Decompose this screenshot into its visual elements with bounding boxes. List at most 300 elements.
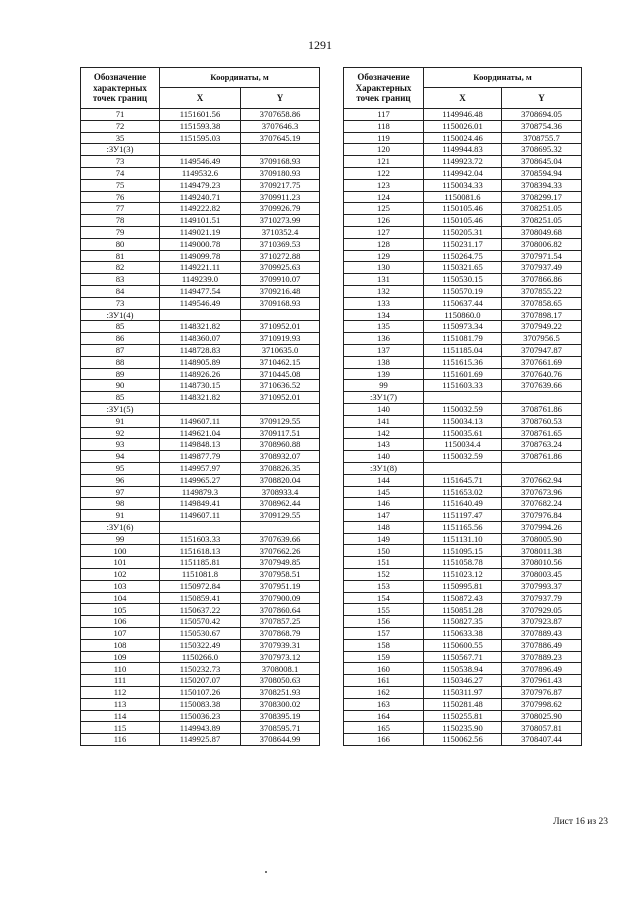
y-cell: 3707662.94 [502, 474, 582, 486]
table-row [81, 274, 320, 286]
point-cell: 116 [81, 734, 160, 746]
point-cell: 159 [344, 651, 424, 663]
table-row [81, 592, 320, 604]
point-cell: 165 [344, 722, 424, 734]
y-cell: 3708005.90 [502, 533, 582, 545]
table-row [344, 368, 582, 380]
y-cell: 3708960.88 [241, 439, 320, 451]
y-cell: 3707857.25 [241, 616, 320, 628]
table-row [344, 710, 582, 722]
y-cell: 3708761.86 [502, 403, 582, 415]
y-cell: 3708300.02 [241, 698, 320, 710]
table-row [344, 309, 582, 321]
y-cell: 3708251.05 [502, 215, 582, 227]
y-cell: 3710952.01 [241, 392, 320, 404]
point-cell: 128 [344, 238, 424, 250]
x-cell: 1151023.12 [424, 569, 502, 581]
y-cell: 3707658.86 [241, 109, 320, 121]
x-cell: 1150322.49 [160, 639, 241, 651]
point-cell: 152 [344, 569, 424, 581]
y-cell: 3707858.65 [502, 297, 582, 309]
point-cell: 140 [344, 403, 424, 415]
y-cell: 3707868.79 [241, 628, 320, 640]
y-cell: 3707956.5 [502, 333, 582, 345]
coords-header: Координаты, м [424, 68, 582, 88]
y-cell: 3708006.82 [502, 238, 582, 250]
table-row [81, 215, 320, 227]
y-cell: 3709926.79 [241, 203, 320, 215]
parcel-label: :ЗУ1(4) [81, 309, 160, 321]
point-cell: 134 [344, 309, 424, 321]
table-row [344, 109, 582, 121]
y-cell: 3707639.66 [241, 533, 320, 545]
x-cell: 1150859.41 [160, 592, 241, 604]
point-header-line: точек границ [356, 93, 411, 104]
x-cell: 1149477.54 [160, 285, 241, 297]
table-row [81, 663, 320, 675]
point-cell: 85 [81, 392, 160, 404]
x-cell: 1149848.13 [160, 439, 241, 451]
table-row [81, 580, 320, 592]
y-cell: 3709911.23 [241, 191, 320, 203]
table-row [344, 167, 582, 179]
sheet-number: Лист 16 из 23 [553, 817, 608, 827]
point-cell: 97 [81, 486, 160, 498]
point-cell: 122 [344, 167, 424, 179]
table-row [344, 651, 582, 663]
table-row [81, 734, 320, 746]
table-row [344, 262, 582, 274]
table-row [81, 344, 320, 356]
point-cell: 119 [344, 132, 424, 144]
point-cell: 99 [344, 380, 424, 392]
x-cell: 1149965.27 [160, 474, 241, 486]
point-cell: 157 [344, 628, 424, 640]
x-cell: 1150637.22 [160, 604, 241, 616]
table-row [344, 616, 582, 628]
y-cell: 3707886.49 [502, 639, 582, 651]
point-cell: 138 [344, 356, 424, 368]
y-cell: 3708826.35 [241, 462, 320, 474]
y-cell: 3707673.96 [502, 486, 582, 498]
x-cell: 1149925.87 [160, 734, 241, 746]
table-row [81, 451, 320, 463]
table-row [344, 321, 582, 333]
y-cell: 3707949.22 [502, 321, 582, 333]
point-cell: 127 [344, 226, 424, 238]
y-cell: 3707896.49 [502, 663, 582, 675]
point-cell: 129 [344, 250, 424, 262]
y-cell: 3708755.7 [502, 132, 582, 144]
x-cell: 1150972.84 [160, 580, 241, 592]
table-row [344, 486, 582, 498]
table-row [81, 156, 320, 168]
x-cell: 1150032.59 [424, 451, 502, 463]
x-cell [160, 521, 241, 533]
point-cell: 105 [81, 604, 160, 616]
y-cell: 3709216.48 [241, 285, 320, 297]
y-cell: 3710635.0 [241, 344, 320, 356]
point-cell: 117 [344, 109, 424, 121]
point-cell: 135 [344, 321, 424, 333]
point-cell: 86 [81, 333, 160, 345]
table-row [344, 545, 582, 557]
y-cell: 3707661.69 [502, 356, 582, 368]
y-cell: 3708049.68 [502, 226, 582, 238]
y-cell: 3707976.87 [502, 687, 582, 699]
point-cell: 94 [81, 451, 160, 463]
y-cell [502, 392, 582, 404]
x-cell: 1150600.55 [424, 639, 502, 651]
x-cell: 1150570.19 [424, 285, 502, 297]
point-cell: 35 [81, 132, 160, 144]
x-cell: 1150105.46 [424, 215, 502, 227]
x-cell: 1148905.89 [160, 356, 241, 368]
point-cell: 114 [81, 710, 160, 722]
group-row [81, 309, 320, 321]
point-cell: 83 [81, 274, 160, 286]
table-row [81, 191, 320, 203]
point-cell: 120 [344, 144, 424, 156]
point-header-line: точек границ [92, 93, 148, 104]
x-cell: 1150232.73 [160, 663, 241, 675]
x-cell: 1151185.04 [424, 344, 502, 356]
x-cell: 1150264.75 [424, 250, 502, 262]
table-row [344, 628, 582, 640]
y-cell: 3708594.94 [502, 167, 582, 179]
x-cell [424, 462, 502, 474]
point-cell: 93 [81, 439, 160, 451]
point-cell: 137 [344, 344, 424, 356]
y-cell: 3707646.3 [241, 120, 320, 132]
x-header: X [424, 88, 502, 109]
y-cell: 3708694.05 [502, 109, 582, 121]
y-cell: 3708407.44 [502, 734, 582, 746]
x-cell [424, 392, 502, 404]
group-row [344, 462, 582, 474]
point-cell: 96 [81, 474, 160, 486]
point-cell: 151 [344, 557, 424, 569]
group-row [344, 392, 582, 404]
y-cell: 3707937.49 [502, 262, 582, 274]
x-header: X [160, 88, 241, 109]
point-cell: 149 [344, 533, 424, 545]
table-row [344, 698, 582, 710]
table-row [81, 557, 320, 569]
table-row [344, 498, 582, 510]
table-row [81, 238, 320, 250]
table-row [81, 167, 320, 179]
point-cell: 132 [344, 285, 424, 297]
point-cell: 141 [344, 415, 424, 427]
group-row [81, 521, 320, 533]
x-cell: 1149021.19 [160, 226, 241, 238]
y-cell: 3707855.22 [502, 285, 582, 297]
table-row [81, 486, 320, 498]
x-cell: 1150530.67 [160, 628, 241, 640]
table-row [81, 698, 320, 710]
y-cell: 3707929.05 [502, 604, 582, 616]
point-cell: 84 [81, 285, 160, 297]
x-cell: 1149946.48 [424, 109, 502, 121]
point-cell: 139 [344, 368, 424, 380]
y-cell: 3707645.19 [241, 132, 320, 144]
point-cell: 85 [81, 321, 160, 333]
point-cell: 99 [81, 533, 160, 545]
point-cell: 103 [81, 580, 160, 592]
y-cell: 3708761.65 [502, 427, 582, 439]
table-row [344, 734, 582, 746]
point-cell: 82 [81, 262, 160, 274]
table-row [81, 710, 320, 722]
x-cell: 1148926.26 [160, 368, 241, 380]
table-row [81, 604, 320, 616]
y-cell: 3708057.81 [502, 722, 582, 734]
table-row [344, 344, 582, 356]
parcel-label: :ЗУ1(6) [81, 521, 160, 533]
y-cell: 3708760.53 [502, 415, 582, 427]
table-row [344, 380, 582, 392]
point-cell: 98 [81, 498, 160, 510]
x-cell: 1151197.47 [424, 510, 502, 522]
x-cell: 1150032.59 [424, 403, 502, 415]
table-row [81, 132, 320, 144]
table-row [344, 120, 582, 132]
y-cell: 3710919.93 [241, 333, 320, 345]
x-cell: 1150034.4 [424, 439, 502, 451]
y-cell: 3709129.55 [241, 415, 320, 427]
table-row [344, 226, 582, 238]
x-cell: 1149943.89 [160, 722, 241, 734]
x-cell: 1148321.82 [160, 392, 241, 404]
y-cell: 3709180.93 [241, 167, 320, 179]
point-cell: 133 [344, 297, 424, 309]
point-cell: 154 [344, 592, 424, 604]
y-cell: 3709168.93 [241, 156, 320, 168]
x-cell: 1149944.83 [424, 144, 502, 156]
x-cell: 1150973.34 [424, 321, 502, 333]
x-cell: 1151081.8 [160, 569, 241, 581]
table-row [81, 120, 320, 132]
x-cell: 1150026.01 [424, 120, 502, 132]
x-cell: 1151595.03 [160, 132, 241, 144]
point-cell: 100 [81, 545, 160, 557]
y-cell [241, 521, 320, 533]
y-cell: 3708933.4 [241, 486, 320, 498]
x-cell: 1151095.15 [424, 545, 502, 557]
x-cell: 1151615.36 [424, 356, 502, 368]
table-row [344, 474, 582, 486]
group-row [81, 144, 320, 156]
table-row [81, 179, 320, 191]
y-cell [241, 144, 320, 156]
table-row [344, 238, 582, 250]
point-cell: 143 [344, 439, 424, 451]
x-cell: 1149532.6 [160, 167, 241, 179]
point-cell: 74 [81, 167, 160, 179]
point-header-line: характерных [93, 82, 147, 93]
x-cell: 1149240.71 [160, 191, 241, 203]
x-cell: 1150081.6 [424, 191, 502, 203]
y-cell: 3708050.63 [241, 675, 320, 687]
y-cell: 3710272.88 [241, 250, 320, 262]
point-cell: 147 [344, 510, 424, 522]
table-row [344, 215, 582, 227]
point-cell: 102 [81, 569, 160, 581]
table-row [344, 533, 582, 545]
point-header-line: Обозначение [93, 72, 147, 83]
coordinates-table-right [343, 67, 582, 746]
x-cell: 1151645.71 [424, 474, 502, 486]
x-cell: 1151131.10 [424, 533, 502, 545]
table-row [81, 356, 320, 368]
point-cell: 78 [81, 215, 160, 227]
y-cell: 3707900.09 [241, 592, 320, 604]
y-cell: 3710273.99 [241, 215, 320, 227]
x-cell: 1150570.42 [160, 616, 241, 628]
x-cell: 1150105.46 [424, 203, 502, 215]
table-row [344, 639, 582, 651]
table-row [81, 262, 320, 274]
x-cell: 1149879.3 [160, 486, 241, 498]
table-row [344, 557, 582, 569]
y-cell: 3709168.93 [241, 297, 320, 309]
x-cell: 1150231.17 [424, 238, 502, 250]
point-cell: 90 [81, 380, 160, 392]
x-cell: 1149099.78 [160, 250, 241, 262]
x-cell: 1149221.11 [160, 262, 241, 274]
table-row [81, 203, 320, 215]
y-cell: 3708003.45 [502, 569, 582, 581]
x-cell: 1149101.51 [160, 215, 241, 227]
table-row [81, 439, 320, 451]
point-cell: 87 [81, 344, 160, 356]
y-cell: 3708011.38 [502, 545, 582, 557]
y-cell: 3710352.4 [241, 226, 320, 238]
table-row [81, 250, 320, 262]
x-cell: 1150637.44 [424, 297, 502, 309]
x-cell: 1151653.02 [424, 486, 502, 498]
point-cell: 76 [81, 191, 160, 203]
x-cell: 1149607.11 [160, 510, 241, 522]
table-row [344, 687, 582, 699]
x-cell: 1150281.48 [424, 698, 502, 710]
x-cell [160, 309, 241, 321]
table-row [81, 333, 320, 345]
x-cell: 1150827.35 [424, 616, 502, 628]
y-header: Y [502, 88, 582, 109]
x-cell: 1150034.33 [424, 179, 502, 191]
table-row [81, 427, 320, 439]
point-cell: 112 [81, 687, 160, 699]
x-cell: 1150083.38 [160, 698, 241, 710]
x-cell: 1150024.46 [424, 132, 502, 144]
table-row [81, 722, 320, 734]
scan-dot [265, 871, 267, 873]
y-cell: 3707998.62 [502, 698, 582, 710]
point-cell: 77 [81, 203, 160, 215]
x-cell: 1150567.71 [424, 651, 502, 663]
x-cell: 1148730.15 [160, 380, 241, 392]
point-cell: 95 [81, 462, 160, 474]
y-cell: 3707961.43 [502, 675, 582, 687]
x-cell: 1150346.27 [424, 675, 502, 687]
point-cell: 106 [81, 616, 160, 628]
table-row [81, 226, 320, 238]
point-cell: 130 [344, 262, 424, 274]
point-cell: 121 [344, 156, 424, 168]
x-cell: 1151081.79 [424, 333, 502, 345]
y-cell: 3707937.79 [502, 592, 582, 604]
point-cell: 140 [344, 451, 424, 463]
y-cell: 3708645.04 [502, 156, 582, 168]
table-row [344, 297, 582, 309]
point-header [81, 68, 160, 109]
x-cell [160, 144, 241, 156]
x-cell: 1150321.65 [424, 262, 502, 274]
table-row [344, 675, 582, 687]
x-cell: 1151601.56 [160, 109, 241, 121]
point-cell: 109 [81, 651, 160, 663]
x-cell: 1150062.56 [424, 734, 502, 746]
x-cell: 1150036.23 [160, 710, 241, 722]
point-cell: 163 [344, 698, 424, 710]
y-cell: 3708595.71 [241, 722, 320, 734]
point-cell: 161 [344, 675, 424, 687]
x-cell: 1149957.97 [160, 462, 241, 474]
x-cell: 1149239.0 [160, 274, 241, 286]
y-cell: 3708299.17 [502, 191, 582, 203]
x-cell: 1150872.43 [424, 592, 502, 604]
point-cell: 160 [344, 663, 424, 675]
table-row [81, 321, 320, 333]
table-row [344, 132, 582, 144]
point-cell: 136 [344, 333, 424, 345]
table-row [81, 510, 320, 522]
y-cell: 3708251.05 [502, 203, 582, 215]
table-row [344, 144, 582, 156]
y-cell: 3709117.51 [241, 427, 320, 439]
x-cell: 1150851.28 [424, 604, 502, 616]
point-cell: 145 [344, 486, 424, 498]
y-header: Y [241, 88, 320, 109]
point-cell: 125 [344, 203, 424, 215]
x-cell: 1150538.94 [424, 663, 502, 675]
x-cell: 1151640.49 [424, 498, 502, 510]
table-row [344, 191, 582, 203]
table-row [344, 356, 582, 368]
point-cell: 104 [81, 592, 160, 604]
point-cell: 150 [344, 545, 424, 557]
group-row [81, 403, 320, 415]
y-cell: 3710636.52 [241, 380, 320, 392]
left-table-body [81, 109, 320, 746]
table-row [344, 403, 582, 415]
point-cell: 131 [344, 274, 424, 286]
y-cell: 3707973.12 [241, 651, 320, 663]
x-cell: 1150633.38 [424, 628, 502, 640]
x-cell: 1149546.49 [160, 156, 241, 168]
page-number: 1291 [308, 38, 332, 52]
point-cell: 91 [81, 510, 160, 522]
y-cell: 3710445.08 [241, 368, 320, 380]
point-cell: 92 [81, 427, 160, 439]
x-cell: 1149621.04 [160, 427, 241, 439]
point-cell: 156 [344, 616, 424, 628]
table-row [344, 510, 582, 522]
table-row [81, 533, 320, 545]
table-row [81, 616, 320, 628]
